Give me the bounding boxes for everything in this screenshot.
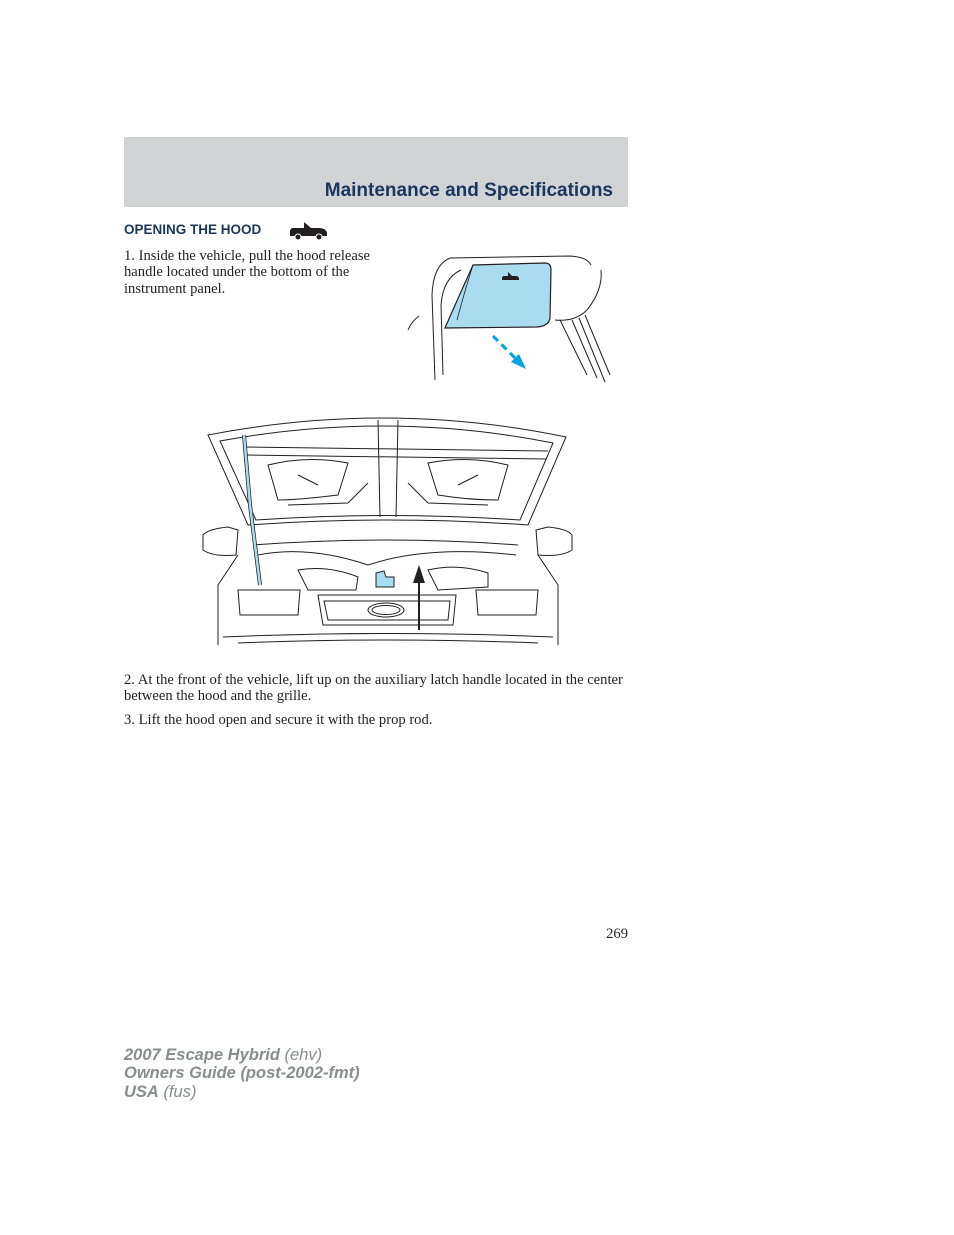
page-number: 269 — [606, 926, 628, 942]
page-header-title: Maintenance and Specifications — [324, 180, 613, 201]
footer-model-code: (ehv) — [284, 1046, 323, 1064]
footer-guide: Owners Guide (post-2002-fmt) — [124, 1064, 360, 1083]
step-2-text: 2. At the front of the vehicle, lift up on the auxiliary latch handle located in the center between the hood and the grille. — [124, 672, 623, 705]
footer-line-2 — [124, 1064, 360, 1082]
footer-model: 2007 Escape Hybrid — [124, 1046, 280, 1064]
step-3-text: 3. Lift the hood open and secure it with the prop rod. — [124, 712, 433, 728]
open-hood-illustration — [198, 405, 578, 650]
footer-market-code: (fus) — [163, 1082, 197, 1101]
hood-release-illustration — [405, 250, 615, 385]
footer-line-1 — [124, 1046, 360, 1064]
footer-line-3 — [124, 1083, 360, 1101]
header-band — [124, 137, 628, 207]
document-footer — [124, 1046, 360, 1101]
section-title: OPENING THE HOOD — [124, 222, 262, 237]
hood-car-icon — [287, 220, 331, 242]
step-1-text: 1. Inside the vehicle, pull the hood release handle located under the bottom of the instrument panel. — [124, 248, 370, 297]
footer-market: USA — [124, 1082, 159, 1101]
